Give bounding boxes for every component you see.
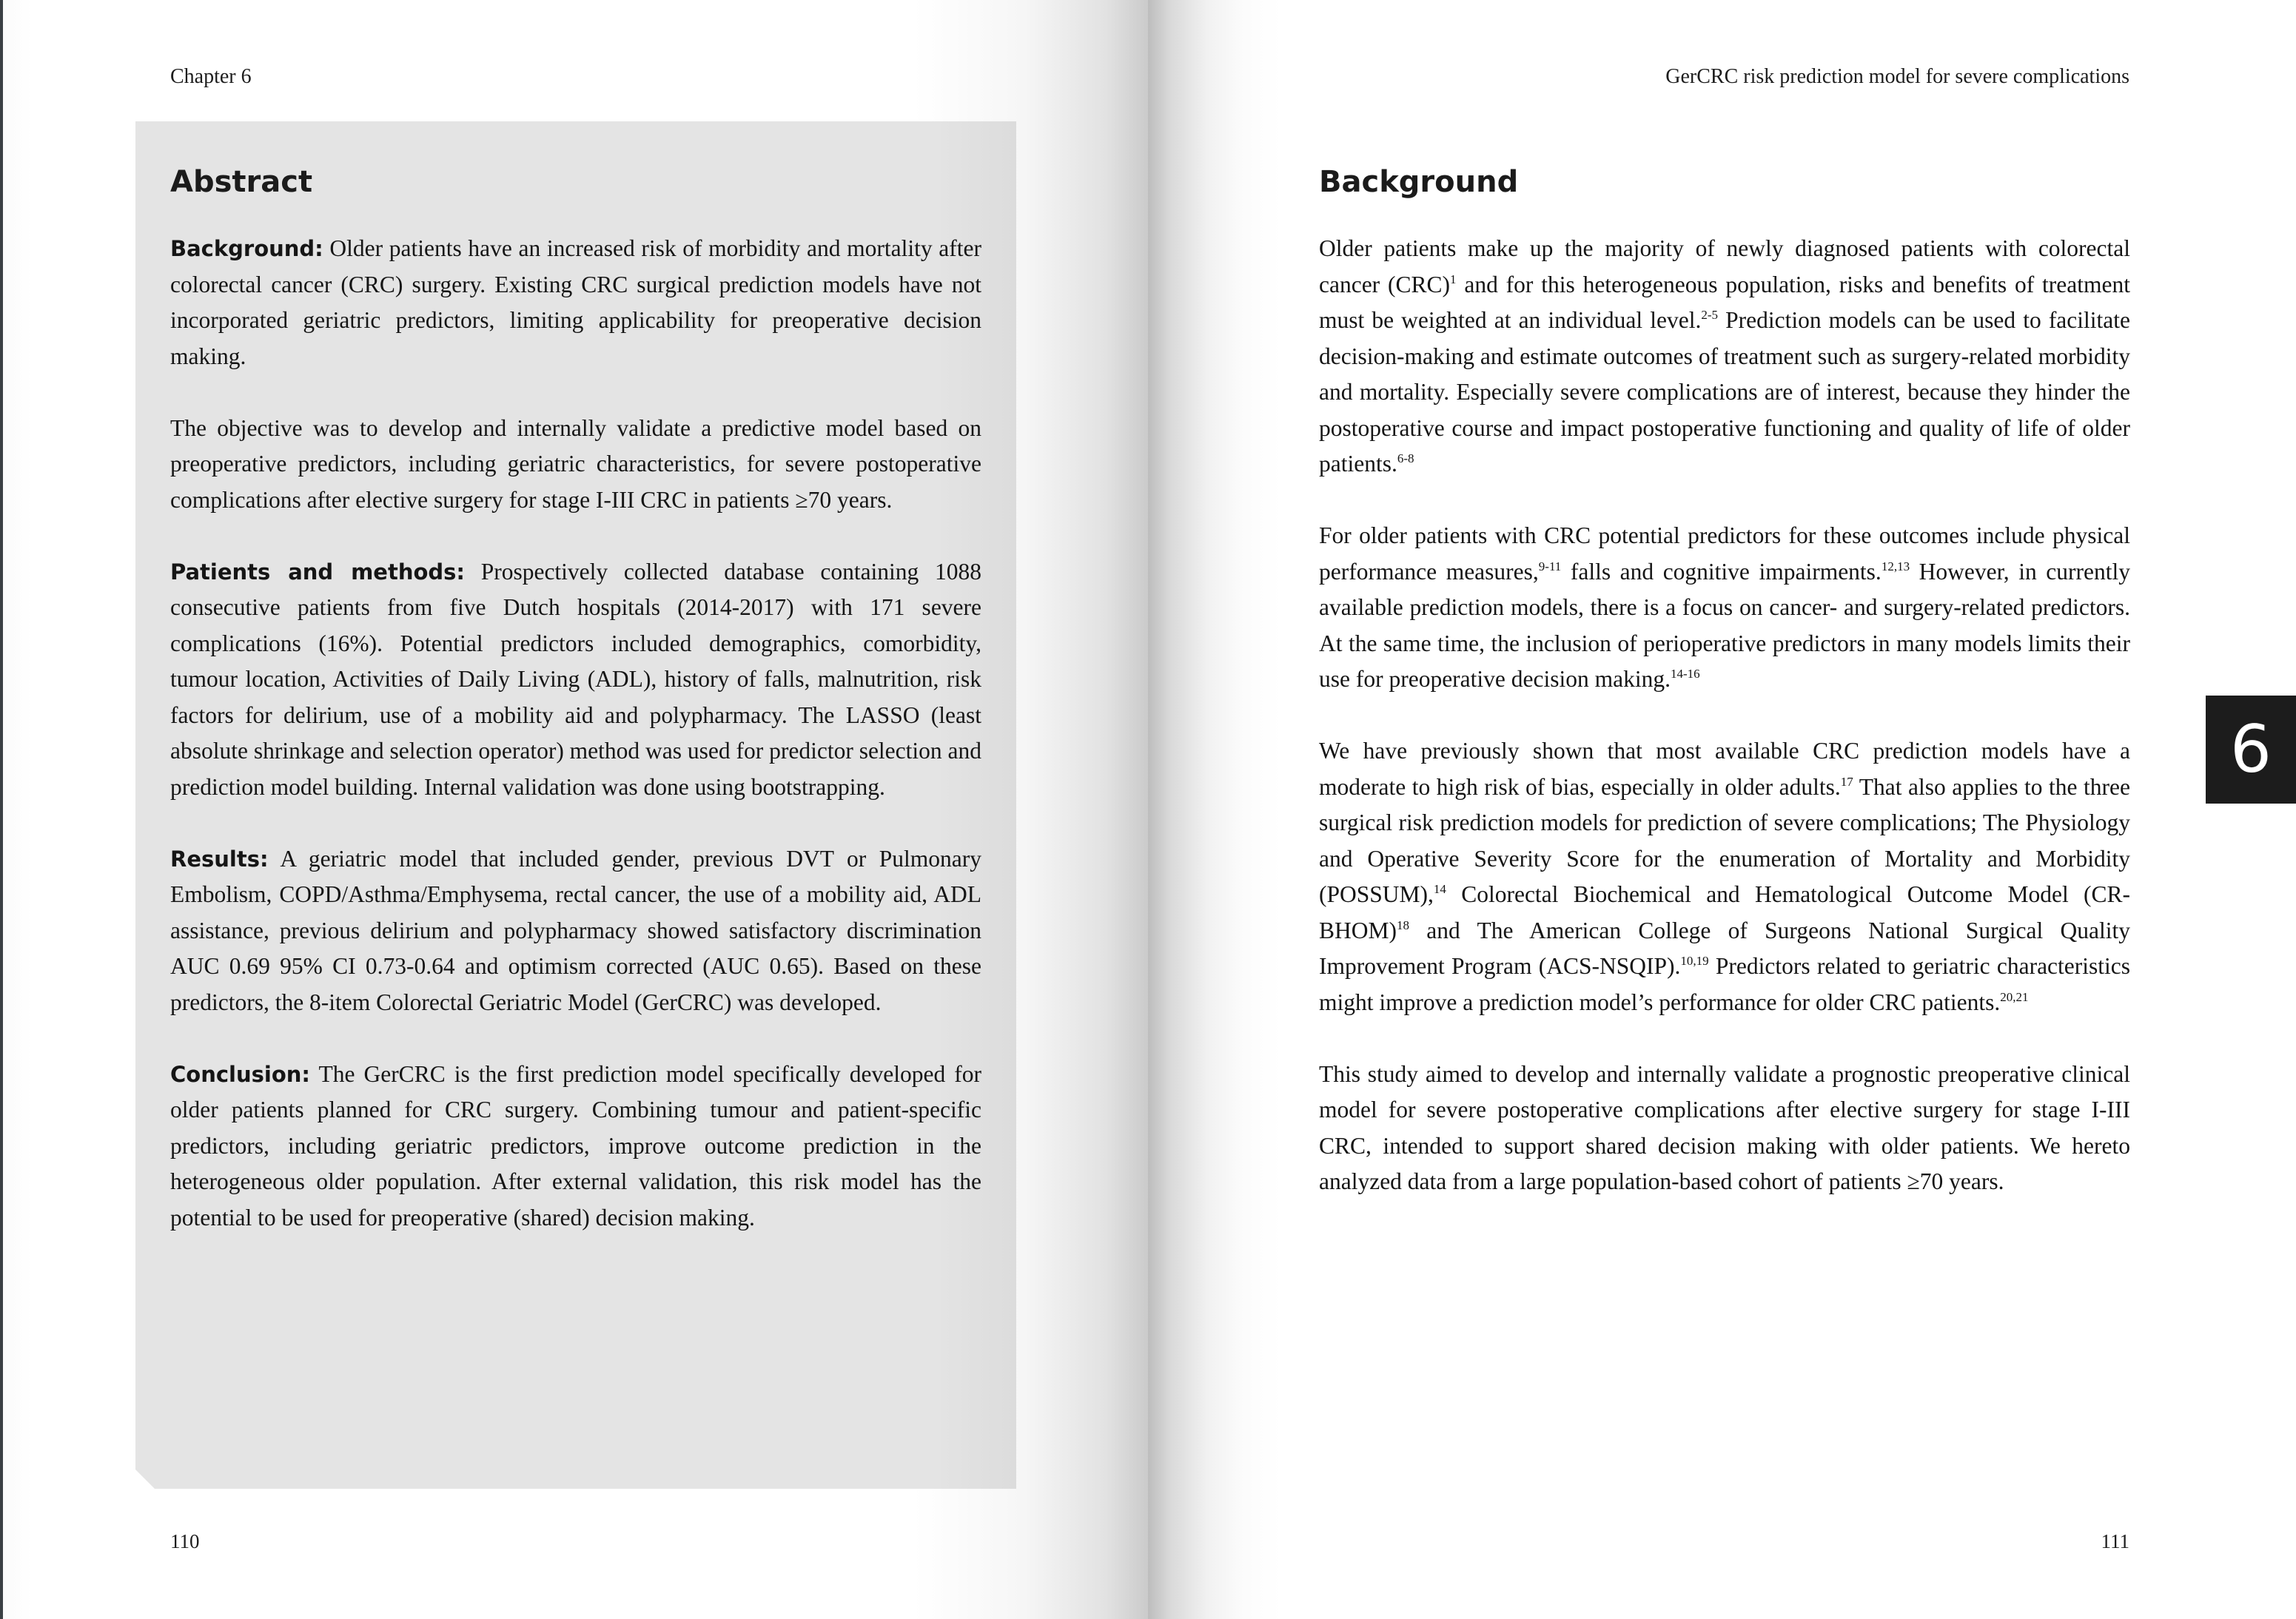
running-head-left: Chapter 6 xyxy=(170,65,252,88)
citation: 10,19 xyxy=(1680,954,1709,968)
abstract-results-paragraph xyxy=(170,841,981,1021)
text-run: For older patients with CRC potential predictors for these outcomes include physical performance measures, xyxy=(1319,522,2130,585)
paragraph-label: Patients and methods: xyxy=(170,559,466,585)
text-run: We have previously shown that most available CRC prediction models have a moderate to high risk of bias, especially in older adults. xyxy=(1319,738,2130,800)
paragraph-label: Results: xyxy=(170,846,269,872)
citation: 12,13 xyxy=(1881,559,1910,573)
text-run: and for this heterogeneous population, risks and benefits of treatment must be weighted at an individual level. xyxy=(1319,271,2130,333)
background-paragraph-3 xyxy=(1319,733,2130,1020)
text-run: falls and cognitive impairments. xyxy=(1561,558,1882,585)
abstract-column xyxy=(170,158,981,1272)
abstract-conclusion-paragraph xyxy=(170,1057,981,1236)
abstract-heading: Abstract xyxy=(170,165,313,199)
citation: 17 xyxy=(1840,774,1853,789)
background-paragraph-1 xyxy=(1319,231,2130,482)
page-number-left: 110 xyxy=(170,1530,200,1552)
background-paragraph-4: This study aimed to develop and internally validate a prognostic preoperative clinical model for severe postoperative complications after elective surgery for stage I-III CRC, intended to support shared decision making with older patients. We hereto analyzed data from a large population-based cohort of patients ≥70 years. xyxy=(1319,1060,2130,1194)
text-run: Older patients make up the majority of newly diagnosed patients with colorectal cancer (CRC) xyxy=(1319,235,2130,297)
background-paragraph-2 xyxy=(1319,518,2130,698)
text-run: Predictors related to geriatric characteristics might improve a prediction model’s performance for older CRC patients. xyxy=(1319,953,2131,1015)
abstract-methods-paragraph xyxy=(170,554,981,806)
paragraph-text: Prospectively collected database containing 1088 consecutive patients from five Dutch hospitals (2014-2017) with 171 severe complications (16%). Potential predictors included demographics, comorbidity, tumour location, Activities of Daily Living (ADL), history of falls, malnutrition, risk factors for delirium, use of a mobility aid and polypharmacy. The LASSO (least absolute shrinkage and selection operator) method was used for predictor selection and prediction model building. Internal validation was done using bootstrapping. xyxy=(170,558,982,800)
abstract-background-paragraph xyxy=(170,231,981,374)
chapter-tab: 6 xyxy=(2206,696,2296,804)
paragraph-text: Older patients have an increased risk of morbidity and mortality after colorectal cancer (CRC) surgery. Existing CRC surgical prediction models have not incorporated geriatric predictors, limiting applicability for preoperative decision making. xyxy=(170,235,981,369)
citation: 1 xyxy=(1450,272,1457,286)
text-run: That also applies to the three surgical risk prediction models for prediction of severe complications; The Physiology and Operative Severity Score for the enumeration of Mortality and Morbidity (POSSUM), xyxy=(1319,773,2131,907)
paragraph-label: Conclusion: xyxy=(170,1061,310,1087)
page-number-right: 111 xyxy=(2101,1530,2129,1552)
text-run: and The American College of Surgeons National Surgical Quality Improvement Program (ACS-NSQIP). xyxy=(1319,917,2130,979)
running-head-right: GerCRC risk prediction model for severe complications xyxy=(1665,65,2129,88)
text-run: Prediction models can be used to facilitate decision-making and estimate outcomes of treatment such as surgery-related morbidity and mortality. Especially severe complications are of interest, because they hinder the postoperative course and impact postoperative functioning and quality of life of older patients. xyxy=(1319,307,2130,477)
paragraph-text: The GerCRC is the first prediction model specifically developed for older patients planned for CRC surgery. Combining tumour and patient-specific predictors, including geriatric predictors, improve outcome prediction in the heterogeneous older population. After external validation, this risk model has the potential to be used for preoperative (shared) decision making. xyxy=(170,1060,981,1231)
citation: 14 xyxy=(1433,882,1446,896)
citation: 18 xyxy=(1397,918,1410,932)
citation: 14-16 xyxy=(1670,667,1700,681)
paragraph-text: The objective was to develop and internally validate a predictive model based on preoperative predictors, including geriatric characteristics, for severe postoperative complications after elective surgery for stage I-III CRC in patients ≥70 years. xyxy=(170,414,981,513)
paragraph-text: A geriatric model that included gender, previous DVT or Pulmonary Embolism, COPD/Asthma/Emphysema, rectal cancer, the use of a mobility aid, ADL assistance, previous delirium and polypharmacy showed satisfactory discrimination AUC 0.69 95% CI 0.73-0.64 and optimism corrected (AUC 0.65). Based on these predictors, the 8-item Colorectal Geriatric Model (GerCRC) was developed. xyxy=(170,845,981,1015)
text-run: Colorectal Biochemical and Hematological Outcome Model (CR-BHOM) xyxy=(1319,881,2130,943)
text-run: However, in currently available prediction models, there is a focus on cancer- and surgery-related predictors. At the same time, the inclusion of perioperative predictors in many models limits their use for preoperative decision making. xyxy=(1319,558,2130,692)
paragraph-label: Background: xyxy=(170,236,323,261)
citation: 2-5 xyxy=(1701,308,1718,322)
citation: 6-8 xyxy=(1397,451,1414,465)
citation: 9-11 xyxy=(1538,559,1562,573)
background-heading: Background xyxy=(1319,165,1519,199)
background-column xyxy=(1319,158,2130,1236)
citation: 20,21 xyxy=(2000,989,2029,1004)
abstract-objective-paragraph xyxy=(170,411,981,519)
